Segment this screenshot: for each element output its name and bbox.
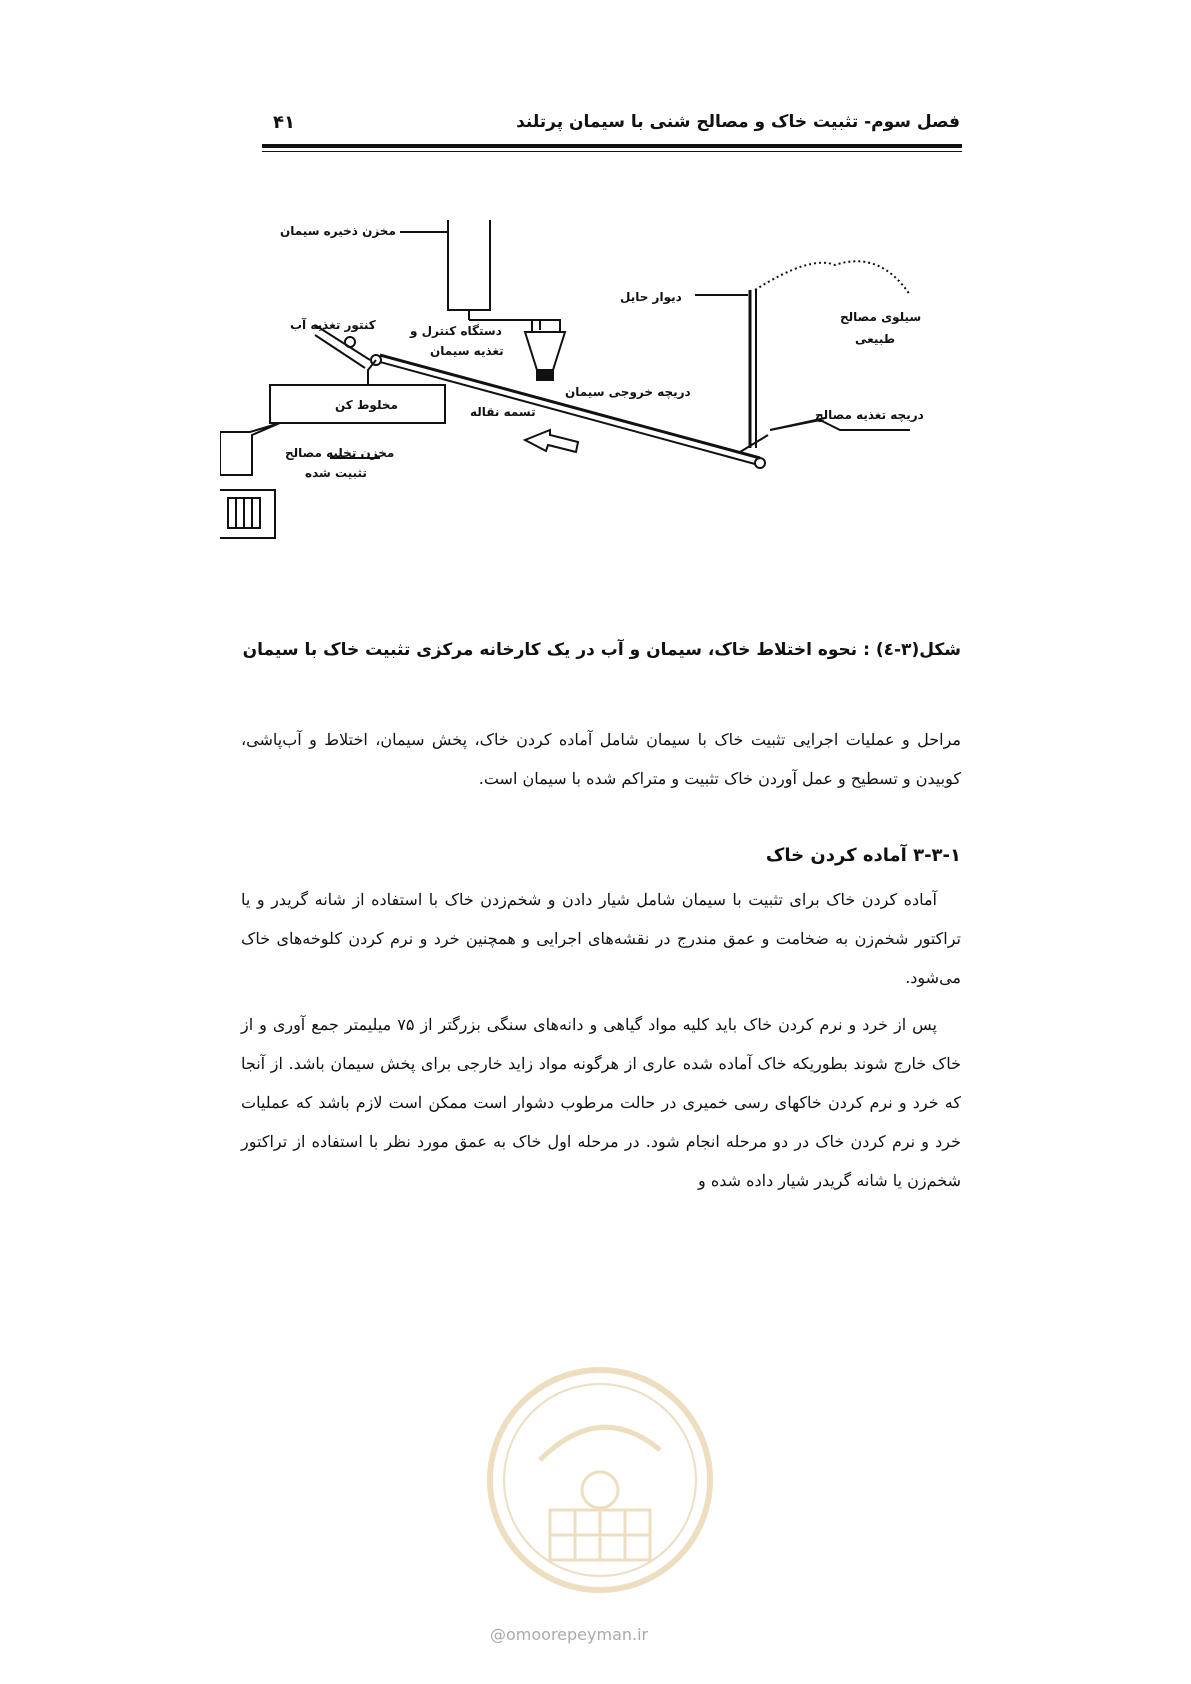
label-control-device-line2: تغذیه سیمان: [430, 344, 504, 358]
label-mixer: مخلوط کن: [335, 398, 398, 412]
plant-diagram: [220, 220, 980, 590]
header-rule: [262, 144, 962, 148]
natural-material-pile: [755, 261, 910, 295]
paragraph-3: پس از خرد و نرم کردن خاک باید کلیه مواد گیاهی و دانه‌های سنگی بزرگتر از ۷۵ میلیمتر جمع آوری و از خاک خارج شوند بطوریکه خاک آماده شده عاری از هرگونه مواد زاید خارجی برای پخش سیمان باشد. از آنجا که خرد و نرم کردن خاکهای رسی خمیری در حالت مرطوب دشوار است ممکن است لازم باشد که عملیات خرد و نرم کردن خاک در دو مرحله انجام شود. در مرحله اول خاک به عمق مورد نظر با استفاده از تراکتور شخم‌زن یا شانه گریدر شیار داده شده و: [241, 1015, 961, 1190]
cement-hopper: [525, 332, 565, 370]
discharge-hopper: [220, 423, 280, 475]
watermark-url: @omoorepeyman.ir: [490, 1625, 649, 1644]
label-discharge-line1: مخزن تخلیه مصالح: [285, 446, 395, 460]
label-discharge-line2: تثبیت شده: [305, 466, 367, 480]
header-rule-thin: [262, 151, 962, 152]
cement-storage-tank: [448, 220, 490, 310]
watermark-logo: [480, 1360, 720, 1600]
page-header: [265, 110, 960, 140]
figure-caption: شکل(۳-٤) : نحوه اختلاط خاک، سیمان و آب در یک کارخانه مرکزی تثبیت خاک با سیمان: [242, 640, 961, 660]
label-cement-storage: مخزن ذخیره سیمان: [280, 224, 396, 238]
label-conveyor: تسمه نقاله: [470, 405, 536, 419]
label-partition-wall: دیوار حایل: [620, 290, 682, 304]
label-natural-silo-line1: سیلوی مصالح: [840, 310, 922, 324]
label-natural-silo-line2: طبیعی: [855, 332, 896, 346]
label-material-feed-gate: دریچه تغذیه مصالح: [815, 408, 924, 422]
label-cement-outlet: دریچه خروجی سیمان: [565, 385, 691, 399]
chapter-title: فصل سوم- تثبیت خاک و مصالح شنی با سیمان پرتلند: [516, 112, 960, 132]
section-heading: ۳-۳-۱ آماده کردن خاک: [765, 845, 961, 866]
plant-diagram-drawing: [220, 220, 980, 590]
paragraph-2: آماده کردن خاک برای تثبیت با سیمان شامل شیار دادن و شخم‌زدن خاک با استفاده از شانه گریدر و یا تراکتور شخم‌زن به ضخامت و عمق مندرج در نقشه‌های اجرایی و همچنین خرد و نرم کردن کلوخه‌های خاک می‌شود.: [241, 890, 962, 987]
page-number: ۴۱: [273, 112, 295, 133]
label-control-device-line1: دستگاه کنترل و: [410, 324, 502, 338]
paragraph-1: مراحل و عملیات اجرایی تثبیت خاک با سیمان شامل آماده کردن خاک، پخش سیمان، اختلاط و آب‌پاشی، کوبیدن و تسطیح و عمل آوردن خاک تثبیت و متراکم شده با سیمان است.: [241, 730, 961, 788]
label-water-feed-counter: کنتور تغذیه آب: [290, 318, 376, 332]
flow-arrow: [525, 430, 578, 452]
conveyor-belt: [380, 355, 760, 458]
